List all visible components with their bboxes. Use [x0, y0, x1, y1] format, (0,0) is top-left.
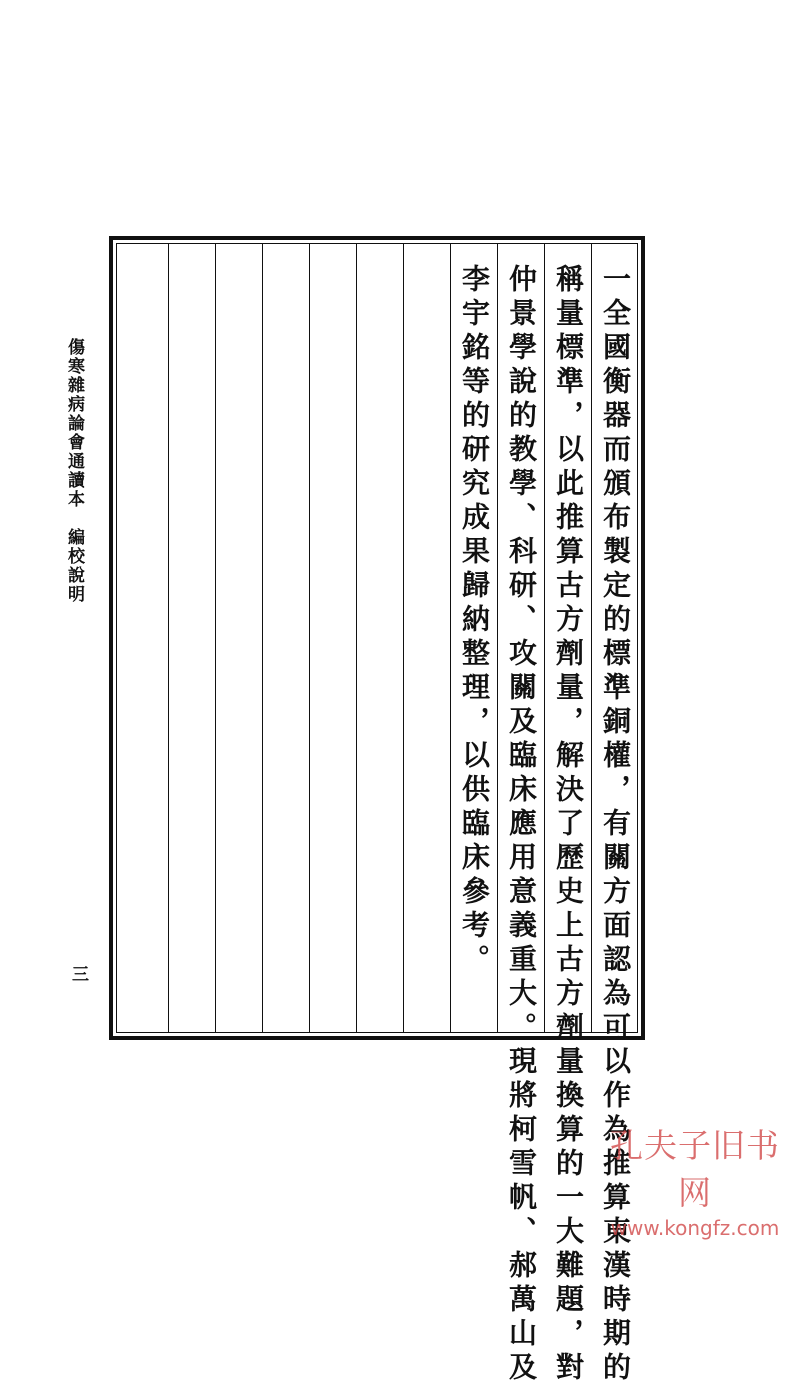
text-column-8 — [262, 244, 309, 1032]
text-frame-inner — [116, 243, 638, 1386]
column-text: 仲景學說的教學、科研、攻關及臨床應用意義重大。現將柯雪帆、郝萬山及 — [505, 264, 538, 1386]
column-text: 李宇銘等的研究成果歸納整理，以供臨床參考。 — [458, 264, 491, 978]
text-column-2 — [544, 244, 591, 1386]
text-column-9 — [215, 244, 262, 1032]
text-column-10 — [168, 244, 215, 1032]
column-text: 稱量標準，以此推算古方劑量，解決了歷史上古方劑量換算的一大難題，對 — [552, 264, 585, 1386]
text-column-4 — [450, 244, 497, 1032]
page-number: 三 — [68, 965, 88, 982]
text-frame — [109, 236, 645, 1386]
text-column-5 — [403, 244, 450, 1032]
text-column-1 — [591, 244, 638, 1386]
watermark-url: www.kongfz.com — [610, 1216, 780, 1240]
running-head: 傷寒雜病論會通讀本 編校說明 — [64, 338, 84, 604]
text-column-6 — [356, 244, 403, 1032]
watermark-text: 孔夫子旧书网 — [610, 1126, 780, 1212]
column-text: 一全國衡器而頒布製定的標準銅權，有關方面認為可以作為推算東漢時期的 — [599, 264, 632, 1386]
text-column-7 — [309, 244, 356, 1032]
watermark — [600, 1120, 790, 1240]
text-column-11 — [117, 244, 168, 1032]
text-column-3 — [497, 244, 544, 1386]
